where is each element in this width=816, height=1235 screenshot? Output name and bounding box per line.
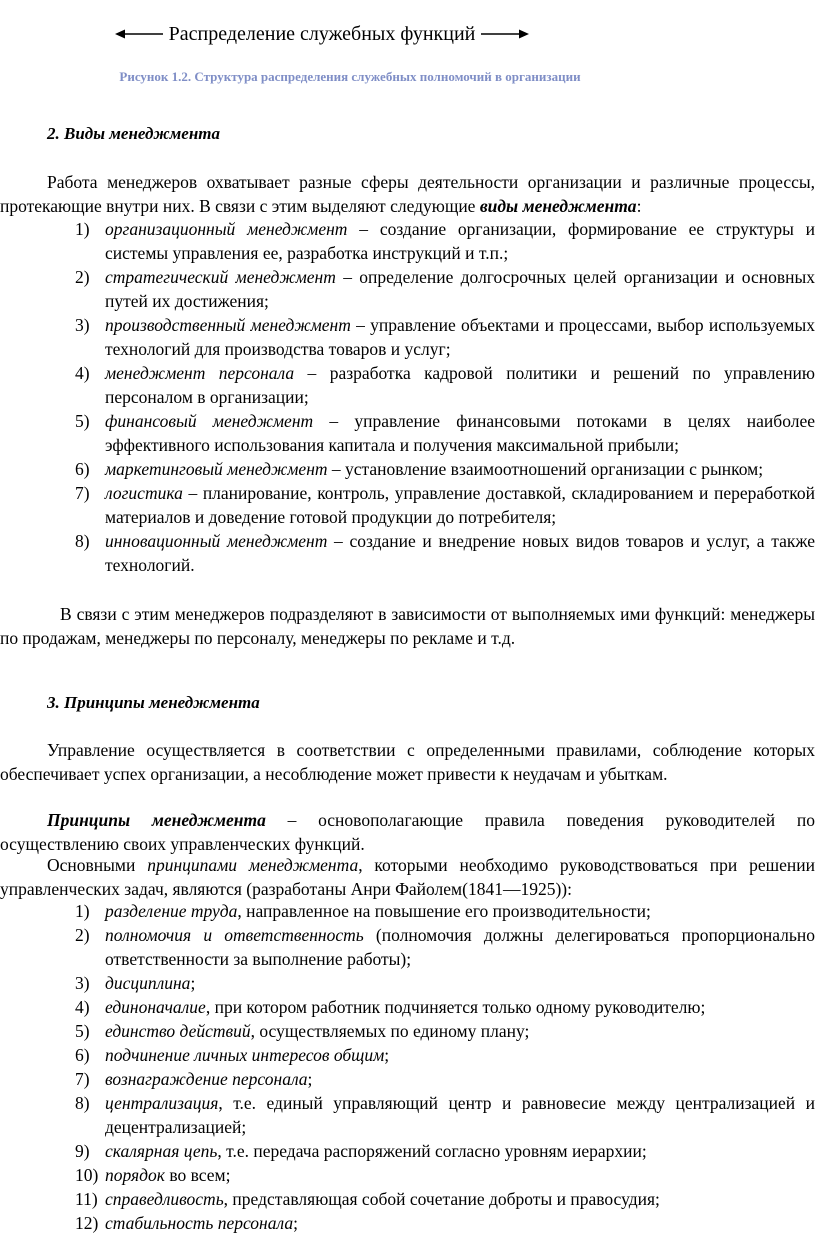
list-item [0, 481, 815, 529]
list-item-term: производственный менеджмент [105, 315, 351, 335]
list-item [0, 1043, 815, 1067]
list-item-term: полномочия и ответственность [105, 925, 364, 945]
section-2-intro [0, 170, 815, 218]
right-arrow-icon [481, 28, 529, 40]
list-item-term: инновационный менеджмент [105, 531, 328, 551]
list-item-term: маркетинговый менеджмент [105, 459, 328, 479]
list-item-text: во всем; [164, 1165, 231, 1185]
list-item-text: – установление взаимоотношений организации с рынком; [327, 459, 764, 479]
list-item-text: , направленное на повышение его производительности; [237, 901, 651, 921]
list-item-text: ; [307, 1069, 313, 1089]
list-item-text: ; [190, 973, 196, 993]
list-item-text: – управление объектами и процессами, выбор используемых технологий для производства товаров и услуг; [105, 315, 815, 359]
para-3-text: , которыми необходимо руководствоваться при решении управленческих задач, являются (разработаны Анри Файолем(1841—1925)): [0, 855, 815, 899]
section-3-para-1: Управление осуществляется в соответствии с определенными правилами, соблюдение которых обеспечивает успех организации, а несоблюдение может привести к неудачам и убыткам. [0, 740, 815, 784]
list-item [0, 1163, 815, 1187]
list-item-number: 8) [75, 531, 90, 551]
list-item [0, 409, 815, 457]
list-item [0, 313, 815, 361]
list-item [0, 1091, 815, 1139]
list-item-number: 6) [75, 459, 90, 479]
list-item-text: , т.е. единый управляющий центр и равновесие между централизацией и децентрализацией; [105, 1093, 815, 1137]
list-item-text: (полномочия должны делегироваться пропорционально ответственности за выполнение работы); [105, 925, 815, 969]
list-item [0, 923, 815, 971]
list-item-number: 4) [75, 997, 90, 1017]
principles-bold-term: Принципы менеджмента [47, 810, 266, 830]
list-item-number: 9) [75, 1141, 90, 1161]
list-item-text: – создание организации, формирование ее структуры и системы управления ее, разработка инструкций и т.п.; [105, 219, 816, 263]
section-3-title: 3. Принципы менеджмента [47, 693, 260, 712]
list-item-number: 1) [75, 901, 90, 921]
list-item-text: , при котором работник подчиняется только одному руководителю; [205, 997, 706, 1017]
list-item [0, 361, 815, 409]
para-3-italic-term: принципами менеджмента [147, 855, 359, 875]
list-item-term: скалярная цепь [105, 1141, 218, 1161]
list-item-term: стабильность персонала [105, 1213, 294, 1233]
list-item [0, 899, 815, 923]
list-item [0, 457, 815, 481]
list-item-text: – планирование, контроль, управление доставкой, складированием и переработкой материалов и доведение готовой продукции до потребителя; [105, 483, 815, 527]
left-arrow-icon [115, 28, 163, 40]
list-item-number: 8) [75, 1093, 90, 1113]
list-item-term: вознаграждение персонала [105, 1069, 308, 1089]
list-item-term: единоначалие [105, 997, 206, 1017]
list-item [0, 265, 815, 313]
list-item-number: 11) [75, 1189, 98, 1209]
list-item-text: , осуществляемых по единому плану; [250, 1021, 530, 1041]
section-3-para-3 [0, 853, 815, 901]
list-item-text: – разработка кадровой политики и решений по управлению персоналом в организации; [105, 363, 815, 407]
intro-bold-term: виды менеджмента [479, 196, 637, 216]
list-item [0, 1019, 815, 1043]
list-item-text: – создание и внедрение новых видов товаров и услуг, а также технологий. [105, 531, 815, 575]
list-item-number: 3) [75, 973, 90, 993]
section-2-closing: В связи с этим менеджеров подразделяют в зависимости от выполняемых ими функций: менеджеры по продажам, менеджеры по персоналу, менеджеры по рекламе и т.д. [0, 604, 815, 648]
list-item-term: финансовый менеджмент [105, 411, 314, 431]
list-item-number: 3) [75, 315, 90, 335]
list-item-term: централизация [105, 1093, 219, 1113]
list-item-term: единство действий [105, 1021, 251, 1041]
figure-caption: Рисунок 1.2. Структура распределения служебных полномочий в организации [119, 69, 581, 84]
section-2-title: 2. Виды менеджмента [47, 124, 220, 143]
list-item-text: ; [384, 1045, 390, 1065]
list-item-number: 7) [75, 483, 90, 503]
list-item [0, 217, 815, 265]
list-item-term: менеджмент персонала [105, 363, 295, 383]
list-item-number: 5) [75, 411, 90, 431]
intro-end: : [636, 196, 642, 216]
list-item-number: 7) [75, 1069, 90, 1089]
list-item [0, 995, 815, 1019]
list-item-number: 1) [75, 219, 90, 239]
distribution-label: Распределение служебных функций [168, 22, 476, 45]
list-item [0, 1187, 815, 1211]
list-item-text: – управление финансовыми потоками в целях наиболее эффективного использования капитала и получения максимальной прибыли; [105, 411, 815, 455]
list-item-term: порядок [105, 1165, 165, 1185]
list-item [0, 971, 815, 995]
management-types-list [0, 217, 815, 577]
list-item [0, 529, 815, 577]
list-item-text: ; [293, 1213, 298, 1233]
distribution-arrow-label [122, 20, 522, 48]
list-item-number: 5) [75, 1021, 90, 1041]
list-item-term: стратегический менеджмент [105, 267, 336, 287]
para-2-text: – основополагающие правила поведения руководителей по осуществлению своих управленческих функций. [0, 810, 815, 854]
list-item-term: справедливость [105, 1189, 224, 1209]
list-item-number: 10) [75, 1165, 99, 1185]
list-item-text: – определение долгосрочных целей организации и основных путей их достижения; [105, 267, 816, 311]
list-item-number: 12) [75, 1213, 99, 1233]
list-item-term: разделение труда [105, 901, 238, 921]
para-3-start: Основными [47, 855, 148, 875]
list-item-text: , т.е. передача распоряжений согласно уровням иерархии; [217, 1141, 647, 1161]
list-item-number: 2) [75, 925, 90, 945]
list-item-term: дисциплина [105, 973, 191, 993]
list-item [0, 1067, 815, 1091]
intro-text: Работа менеджеров охватывает разные сферы деятельности организации и различные процессы, протекающие внутри них. В связи с этим выделяют следующие [0, 172, 815, 216]
section-3-para-2 [0, 808, 815, 856]
list-item-number: 6) [75, 1045, 90, 1065]
list-item-number: 2) [75, 267, 90, 287]
list-item-term: подчинение личных интересов общим [105, 1045, 385, 1065]
list-item-number: 4) [75, 363, 90, 383]
list-item-term: логистика [105, 483, 183, 503]
list-item-text: , представляющая собой сочетание доброты и правосудия; [223, 1189, 660, 1209]
list-item [0, 1139, 815, 1163]
management-principles-list [0, 899, 815, 1235]
list-item [0, 1211, 815, 1235]
list-item-term: организационный менеджмент [105, 219, 348, 239]
